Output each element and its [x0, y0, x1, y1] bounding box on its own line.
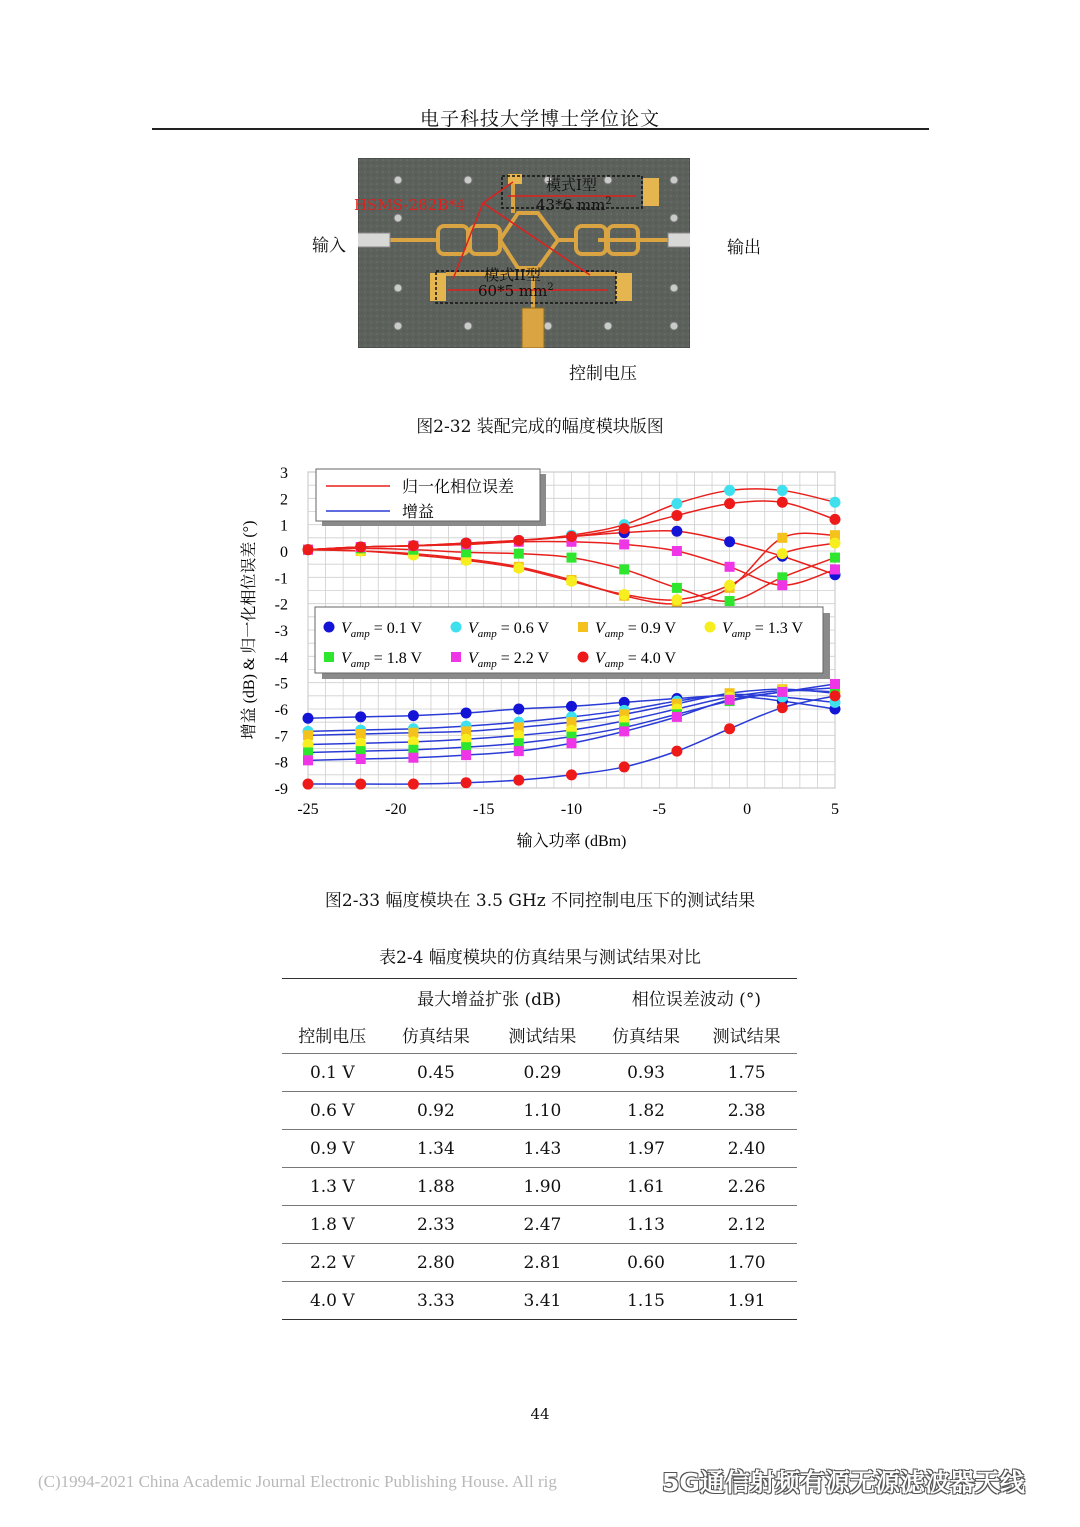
phase-point: [830, 538, 841, 549]
legend-marker-swatch: [324, 622, 335, 633]
x-tick-label: -5: [652, 801, 666, 818]
phase-point: [513, 535, 524, 546]
table-row: [282, 1168, 797, 1206]
phase-point: [830, 553, 840, 563]
figure-caption-photo: 图2-32 装配完成的幅度模块版图: [416, 417, 664, 437]
phase-point: [777, 548, 788, 559]
gain-point: [514, 746, 524, 756]
gain-point: [355, 711, 366, 722]
phase-point: [567, 553, 577, 563]
table-cell: 1.88: [383, 1168, 490, 1206]
legend-markers: [315, 607, 830, 679]
phase-point: [724, 536, 735, 547]
legend-marker-label: $V_{amp} = 1.8$ V: [341, 650, 423, 670]
table-cell: 0.9 V: [282, 1130, 383, 1168]
table-cell: 0.92: [383, 1092, 490, 1130]
y-tick-label: -5: [274, 675, 288, 693]
table-cell: 0.6 V: [282, 1092, 383, 1130]
phase-point: [724, 498, 735, 509]
phase-point: [619, 564, 629, 574]
table-cell: 0.1 V: [282, 1054, 383, 1092]
gain-point: [777, 702, 788, 713]
table-cell: 0.60: [596, 1244, 697, 1282]
gain-point: [619, 726, 629, 736]
table-cell: 1.90: [489, 1168, 596, 1206]
mode1-size: 43*6 $mm^2$: [536, 196, 612, 214]
phase-point: [671, 594, 682, 605]
gain-point: [513, 775, 524, 786]
gain-phase-chart: [230, 455, 860, 860]
phase-point: [777, 580, 787, 590]
wechat-icon: [620, 1467, 654, 1495]
table-row: [282, 1206, 797, 1244]
phase-point: [619, 539, 629, 549]
table-cell: 3.41: [489, 1282, 596, 1320]
gain-point: [408, 779, 419, 790]
y-tick-label: -3: [274, 623, 288, 640]
phase-point: [672, 546, 682, 556]
col-header: 测试结果: [696, 1016, 797, 1054]
gain-point: [619, 761, 630, 772]
legend-marker-label: $V_{amp} = 0.1$ V: [341, 620, 423, 640]
table-cell: 1.34: [383, 1130, 490, 1168]
gain-point: [408, 728, 418, 738]
gain-point: [303, 730, 313, 740]
table-cell: 0.29: [489, 1054, 596, 1092]
gain-point: [777, 687, 787, 697]
gain-point: [303, 713, 314, 724]
phase-point: [671, 498, 682, 509]
gain-point: [567, 738, 577, 748]
legend-marker-label: $V_{amp} = 2.2$ V: [468, 650, 550, 670]
phase-point: [566, 531, 577, 542]
gain-point: [408, 710, 419, 721]
legend-line-label: 归一化相位误差: [402, 479, 515, 496]
phase-point: [724, 485, 735, 496]
phase-point: [671, 510, 682, 521]
legend-marker-label: $V_{amp} = 4.0$ V: [595, 650, 677, 670]
comparison-table: [282, 978, 797, 1320]
phase-point: [777, 485, 788, 496]
table-cell: 1.3 V: [282, 1168, 383, 1206]
legend-marker-label: $V_{amp} = 0.6$ V: [468, 620, 550, 640]
gain-point: [566, 769, 577, 780]
table-title: 表2-4 幅度模块的仿真结果与测试结果对比: [379, 948, 701, 968]
table-row: [282, 1282, 797, 1320]
table-row: [282, 1054, 797, 1092]
board-photo: [358, 158, 690, 348]
gain-point: [356, 729, 366, 739]
phase-point: [725, 596, 735, 606]
table-cell: 1.8 V: [282, 1206, 383, 1244]
phase-point: [830, 514, 841, 525]
col-header: 仿真结果: [383, 1016, 490, 1054]
y-axis-label: 增益 (dB) & 归一化相位误差 (°): [241, 520, 258, 740]
header-rule: [152, 128, 929, 130]
table-cell: 2.33: [383, 1206, 490, 1244]
legend-line-label: 增益: [402, 504, 435, 521]
phase-point: [777, 533, 787, 543]
y-tick-label: -9: [274, 781, 288, 798]
phase-point: [619, 523, 630, 534]
legend-marker-swatch: [451, 652, 461, 662]
x-tick-label: -10: [560, 801, 583, 818]
phase-point: [566, 576, 577, 587]
y-tick-label: -2: [274, 596, 288, 614]
table-cell: 1.10: [489, 1092, 596, 1130]
table-cell: 0.93: [596, 1054, 697, 1092]
phase-point: [408, 540, 419, 551]
table-cell: 2.38: [696, 1092, 797, 1130]
table-cell: 2.40: [696, 1130, 797, 1168]
y-tick-label: 1: [280, 517, 288, 535]
legend-marker-swatch: [705, 622, 716, 633]
gain-point: [303, 755, 313, 765]
col-header: 仿真结果: [596, 1016, 697, 1054]
table-cell: 2.12: [696, 1206, 797, 1244]
y-tick-label: -6: [274, 702, 288, 719]
gain-point: [461, 707, 472, 718]
running-header: 电子科技大学博士学位论文: [419, 108, 660, 130]
table-cell: 2.47: [489, 1206, 596, 1244]
legend-marker-swatch: [324, 652, 334, 662]
diode-label: HSMS-282B*4: [354, 196, 466, 214]
phase-point: [830, 564, 840, 574]
figure-caption-chart: 图2-33 幅度模块在 3.5 GHz 不同控制电压下的测试结果: [324, 891, 756, 911]
phase-point: [461, 538, 472, 549]
legend-marker-label: $V_{amp} = 1.3$ V: [722, 620, 804, 640]
table-cell: 1.75: [696, 1054, 797, 1092]
table-cell: 4.0 V: [282, 1282, 383, 1320]
table-cell: 0.45: [383, 1054, 490, 1092]
phase-point: [671, 526, 682, 537]
mode1-label: 模式I型: [546, 176, 597, 194]
table-group-header-row: [282, 979, 797, 1017]
watermark: 5G通信射频有源无源滤波器天线: [620, 1463, 1025, 1499]
table-cell: 2.80: [383, 1244, 490, 1282]
control-voltage-label: 控制电压: [569, 364, 637, 384]
gain-point: [671, 746, 682, 757]
group-header-gain: 最大增益扩张 (dB): [383, 979, 596, 1017]
group-header-phase: 相位误差波动 (°): [596, 979, 797, 1017]
gain-point: [303, 779, 314, 790]
table-cell: 1.91: [696, 1282, 797, 1320]
phase-point: [303, 544, 314, 555]
table-cell: 1.61: [596, 1168, 697, 1206]
legend-marker-swatch: [451, 622, 462, 633]
gain-point: [566, 701, 577, 712]
output-label: 输出: [727, 238, 761, 258]
table-cell: 2.2 V: [282, 1244, 383, 1282]
gain-point: [408, 753, 418, 763]
y-tick-label: 3: [280, 465, 288, 482]
x-tick-label: -25: [297, 801, 319, 818]
y-tick-label: -7: [274, 728, 288, 746]
gain-point: [513, 704, 524, 715]
y-tick-label: -4: [274, 649, 288, 667]
mode2-label: 模式II型: [484, 266, 541, 284]
gain-point: [355, 779, 366, 790]
table-row: [282, 1244, 797, 1282]
x-axis-label: 输入功率 (dBm): [516, 833, 627, 850]
table-cell: 2.81: [489, 1244, 596, 1282]
input-label: 输入: [312, 236, 346, 256]
legend-marker-swatch: [578, 652, 589, 663]
phase-point: [672, 583, 682, 593]
gain-point: [672, 712, 682, 722]
legend-marker-swatch: [578, 622, 588, 632]
phase-point: [619, 589, 630, 600]
mode2-size: 60*5 $mm^2$: [478, 282, 554, 300]
gain-point: [725, 695, 735, 705]
table-cell: 1.15: [596, 1282, 697, 1320]
phase-point: [777, 497, 788, 508]
phase-point: [830, 497, 841, 508]
gain-point: [461, 777, 472, 788]
table-cell: 1.82: [596, 1092, 697, 1130]
table-row: [282, 1130, 797, 1168]
phase-point: [355, 542, 366, 553]
legend-marker-label: $V_{amp} = 0.9$ V: [595, 620, 677, 640]
page-number: 44: [530, 1405, 550, 1423]
table-col-header-row: [282, 1016, 797, 1054]
y-tick-label: -8: [274, 754, 288, 772]
phase-point: [514, 549, 524, 559]
x-tick-label: 5: [831, 801, 839, 818]
phase-point: [513, 563, 524, 574]
phase-point: [725, 562, 735, 572]
gain-point: [724, 723, 735, 734]
gain-point: [356, 754, 366, 764]
gain-point: [830, 679, 840, 689]
table-cell: 3.33: [383, 1282, 490, 1320]
y-tick-label: 2: [280, 491, 288, 509]
copyright-notice: (C)1994-2021 China Academic Journal Electronic Publishing House. All rig: [38, 1472, 557, 1491]
gain-point: [830, 690, 841, 701]
table-cell: 1.43: [489, 1130, 596, 1168]
legend-lines: [316, 469, 546, 526]
table-row: [282, 1092, 797, 1130]
y-tick-label: -1: [274, 570, 288, 588]
phase-point: [724, 580, 735, 591]
table-cell: 1.13: [596, 1206, 697, 1244]
table-cell: 2.26: [696, 1168, 797, 1206]
y-tick-label: 0: [280, 544, 288, 561]
col-header: 控制电压: [282, 1016, 383, 1054]
gain-point: [461, 750, 471, 760]
table-cell: 1.70: [696, 1244, 797, 1282]
x-tick-label: -20: [385, 801, 407, 818]
x-tick-label: -15: [473, 801, 495, 818]
x-tick-label: 0: [743, 801, 752, 818]
col-header: 测试结果: [489, 1016, 596, 1054]
table-cell: 1.97: [596, 1130, 697, 1168]
